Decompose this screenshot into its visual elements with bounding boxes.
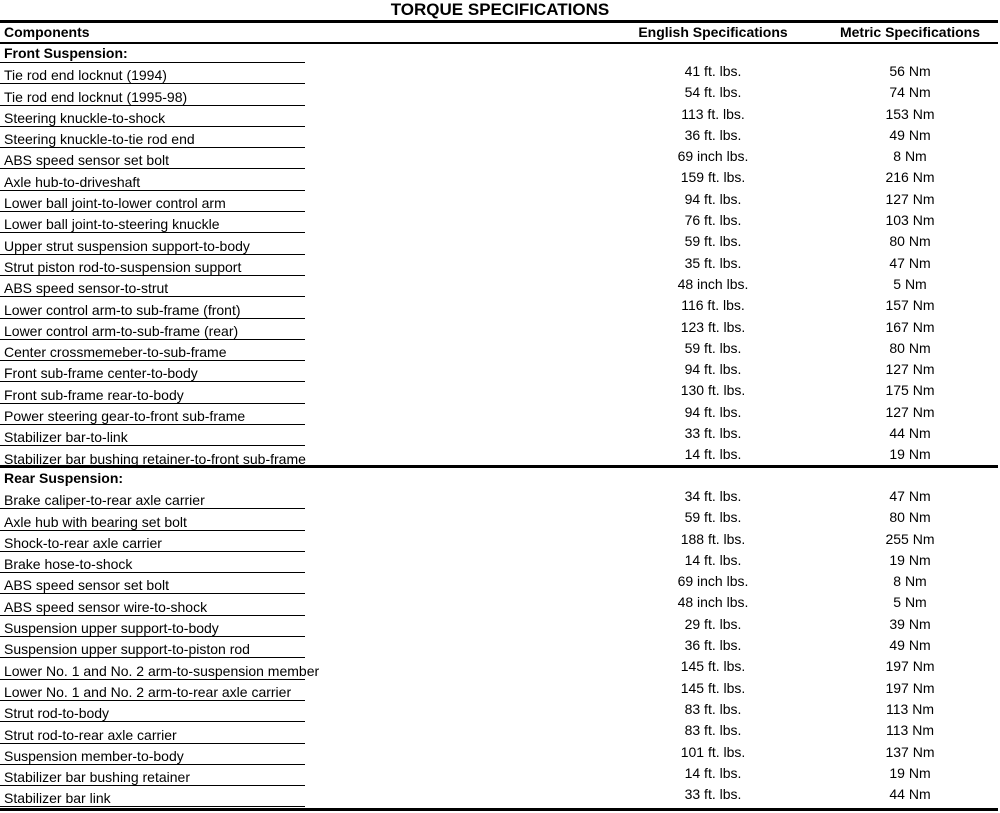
metric-spec: 153 Nm <box>885 105 935 122</box>
table-row <box>0 361 998 382</box>
metric-spec: 39 Nm <box>889 615 931 632</box>
table-header <box>0 23 998 42</box>
table-row <box>0 701 998 722</box>
component-name: Strut rod-to-body <box>4 705 110 722</box>
component-name: Front sub-frame center-to-body <box>4 365 198 382</box>
table-row <box>0 84 998 105</box>
component-name: Lower ball joint-to-lower control arm <box>4 195 226 212</box>
table-row <box>0 63 998 84</box>
english-spec: 33 ft. lbs. <box>684 425 742 442</box>
component-name: Lower No. 1 and No. 2 arm-to-suspension member <box>4 662 320 679</box>
table-row <box>0 127 998 148</box>
table-row <box>0 722 998 743</box>
metric-spec: 167 Nm <box>885 318 935 335</box>
english-spec: 35 ft. lbs. <box>684 254 742 271</box>
component-name: Center crossmemeber-to-sub-frame <box>4 344 227 361</box>
english-spec: 94 ft. lbs. <box>684 361 742 378</box>
table-row <box>0 425 998 446</box>
table-row <box>0 488 998 509</box>
component-name: ABS speed sensor set bolt <box>4 577 169 594</box>
metric-spec: 80 Nm <box>889 509 931 526</box>
table-row <box>0 552 998 573</box>
table-row <box>0 340 998 361</box>
english-spec: 69 inch lbs. <box>677 148 749 165</box>
table-row <box>0 573 998 594</box>
component-name: Lower ball joint-to-steering knuckle <box>4 216 220 233</box>
metric-spec: 5 Nm <box>893 594 927 611</box>
english-spec: 159 ft. lbs. <box>680 169 746 186</box>
component-name: Stabilizer bar-to-link <box>4 429 128 446</box>
english-spec: 83 ft. lbs. <box>684 700 742 717</box>
english-spec: 48 inch lbs. <box>677 275 749 292</box>
table-row <box>0 404 998 425</box>
component-name: Strut rod-to-rear axle carrier <box>4 726 177 743</box>
table-row <box>0 744 998 765</box>
metric-spec: 44 Nm <box>889 425 931 442</box>
table-row <box>0 637 998 658</box>
component-name: Upper strut suspension support-to-body <box>4 237 250 254</box>
english-spec: 188 ft. lbs. <box>680 530 746 547</box>
metric-spec: 127 Nm <box>885 190 935 207</box>
english-spec: 14 ft. lbs. <box>684 551 742 568</box>
component-name: Tie rod end locknut (1995-98) <box>4 88 188 105</box>
english-spec: 29 ft. lbs. <box>684 615 742 632</box>
english-spec: 59 ft. lbs. <box>684 233 742 250</box>
rear-suspension-label: Rear Suspension: <box>4 470 124 486</box>
english-spec: 36 ft. lbs. <box>684 126 742 143</box>
english-spec: 54 ft. lbs. <box>684 84 742 101</box>
english-spec: 48 inch lbs. <box>677 594 749 611</box>
metric-spec: 74 Nm <box>889 84 931 101</box>
metric-spec: 127 Nm <box>885 403 935 420</box>
english-spec: 123 ft. lbs. <box>680 318 746 335</box>
rear-suspension-section <box>0 469 998 807</box>
component-name: Axle hub with bearing set bolt <box>4 513 187 530</box>
metric-spec: 113 Nm <box>886 700 934 717</box>
english-spec: 59 ft. lbs. <box>684 339 742 356</box>
english-spec: 33 ft. lbs. <box>684 786 742 803</box>
table-row <box>0 106 998 127</box>
english-spec: 59 ft. lbs. <box>684 509 742 526</box>
component-name: Lower No. 1 and No. 2 arm-to-rear axle carrier <box>4 683 292 700</box>
component-name: Stabilizer bar link <box>4 790 111 807</box>
english-spec: 69 inch lbs. <box>677 573 749 590</box>
table-row <box>0 297 998 318</box>
metric-spec: 113 Nm <box>886 722 934 739</box>
component-name: Steering knuckle-to-shock <box>4 109 166 126</box>
metric-spec: 19 Nm <box>889 551 931 568</box>
metric-spec: 197 Nm <box>885 679 935 696</box>
metric-spec: 137 Nm <box>885 743 935 760</box>
metric-spec: 127 Nm <box>885 361 935 378</box>
metric-spec: 19 Nm <box>889 764 931 781</box>
metric-spec: 103 Nm <box>885 212 935 229</box>
metric-spec: 216 Nm <box>885 169 935 186</box>
metric-spec: 197 Nm <box>885 658 935 675</box>
table-row <box>0 765 998 786</box>
component-name: Strut piston rod-to-suspension support <box>4 258 242 275</box>
front-suspension-section <box>0 44 998 468</box>
table-row <box>0 169 998 190</box>
component-name: Suspension upper support-to-piston rod <box>4 641 250 658</box>
metric-spec: 47 Nm <box>889 254 931 271</box>
table-row <box>0 276 998 297</box>
metric-spec: 157 Nm <box>885 297 935 314</box>
english-spec: 41 ft. lbs. <box>684 63 742 79</box>
table-row <box>0 786 998 807</box>
metric-spec: 8 Nm <box>893 148 927 165</box>
table-row <box>0 509 998 530</box>
metric-spec: 49 Nm <box>889 126 931 143</box>
table-row <box>0 319 998 340</box>
component-name: Brake hose-to-shock <box>4 556 133 573</box>
component-name: Stabilizer bar bushing retainer-to-front sub-frame <box>4 450 306 467</box>
component-name: Lower control arm-to sub-frame (front) <box>4 301 241 318</box>
metric-spec: 8 Nm <box>893 573 927 590</box>
header-components: Components <box>4 24 90 40</box>
table-row <box>0 212 998 233</box>
metric-spec: 49 Nm <box>889 637 931 654</box>
front-suspension-heading <box>0 44 998 63</box>
component-name: Tie rod end locknut (1994) <box>4 67 167 84</box>
component-name: Axle hub-to-driveshaft <box>4 173 141 190</box>
english-spec: 34 ft. lbs. <box>684 488 742 504</box>
component-name: Shock-to-rear axle carrier <box>4 534 162 551</box>
metric-spec: 80 Nm <box>889 339 931 356</box>
metric-spec: 80 Nm <box>889 233 931 250</box>
metric-spec: 56 Nm <box>889 63 931 79</box>
bottom-rule <box>0 808 998 811</box>
component-name: Suspension member-to-body <box>4 747 184 764</box>
table-row <box>0 255 998 276</box>
section-divider <box>0 465 998 468</box>
english-spec: 145 ft. lbs. <box>680 679 746 696</box>
table-row <box>0 233 998 254</box>
component-name: ABS speed sensor set bolt <box>4 152 169 169</box>
english-spec: 94 ft. lbs. <box>684 190 742 207</box>
english-spec: 14 ft. lbs. <box>684 764 742 781</box>
front-suspension-label: Front Suspension: <box>4 45 128 61</box>
english-spec: 130 ft. lbs. <box>680 382 746 399</box>
component-name: ABS speed sensor-to-strut <box>4 280 169 297</box>
metric-spec: 255 Nm <box>885 530 935 547</box>
table-row <box>0 382 998 403</box>
table-row <box>0 148 998 169</box>
rear-suspension-heading <box>0 469 998 488</box>
english-spec: 116 ft. lbs. <box>681 297 745 314</box>
component-name: Lower control arm-to-sub-frame (rear) <box>4 322 239 339</box>
component-name: Steering knuckle-to-tie rod end <box>4 131 195 148</box>
table-row <box>0 191 998 212</box>
metric-spec: 19 Nm <box>889 446 931 463</box>
component-name: Suspension upper support-to-body <box>4 620 219 637</box>
component-name: ABS speed sensor wire-to-shock <box>4 598 208 615</box>
english-spec: 76 ft. lbs. <box>684 212 742 229</box>
component-name: Front sub-frame rear-to-body <box>4 386 184 403</box>
english-spec: 94 ft. lbs. <box>684 403 742 420</box>
header-english: English Specifications <box>638 24 788 40</box>
table-row <box>0 616 998 637</box>
english-spec: 36 ft. lbs. <box>684 637 742 654</box>
component-name: Power steering gear-to-front sub-frame <box>4 408 246 425</box>
component-name: Stabilizer bar bushing retainer <box>4 769 190 786</box>
english-spec: 145 ft. lbs. <box>680 658 746 675</box>
header-metric: Metric Specifications <box>839 24 981 40</box>
component-name: Brake caliper-to-rear axle carrier <box>4 492 205 509</box>
table-row <box>0 531 998 552</box>
english-spec: 101 ft. lbs. <box>680 743 746 760</box>
table-row <box>0 594 998 615</box>
english-spec: 14 ft. lbs. <box>684 446 742 463</box>
metric-spec: 47 Nm <box>889 488 931 504</box>
metric-spec: 5 Nm <box>893 275 927 292</box>
metric-spec: 44 Nm <box>889 786 931 803</box>
page-title: TORQUE SPECIFICATIONS <box>390 0 610 19</box>
table-row <box>0 680 998 701</box>
english-spec: 83 ft. lbs. <box>684 722 742 739</box>
english-spec: 113 ft. lbs. <box>681 105 745 122</box>
table-row <box>0 658 998 679</box>
metric-spec: 175 Nm <box>885 382 935 399</box>
